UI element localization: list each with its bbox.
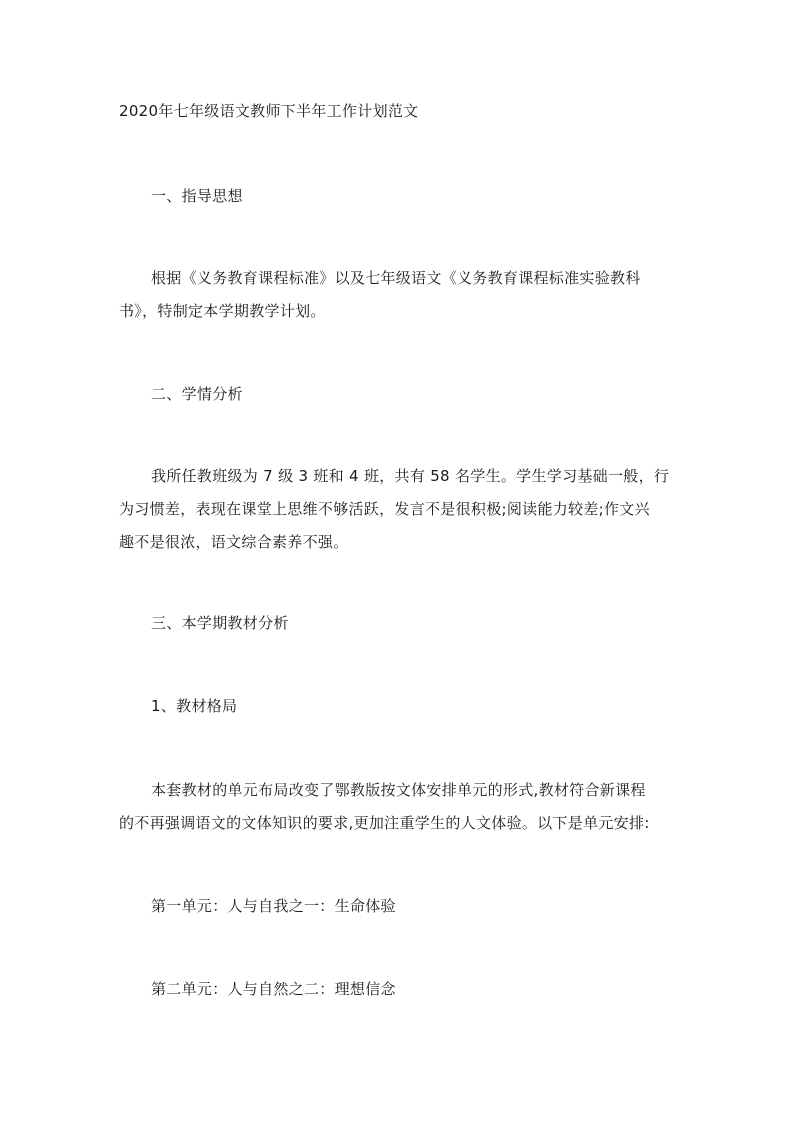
paragraph-line: 书》，特制定本学期教学计划。 <box>119 302 326 320</box>
section-heading-student-analysis: 二、学情分析 <box>151 385 243 403</box>
paragraph-line: 本套教材的单元布局改变了鄂教版按文体安排单元的形式,教材符合新课程 <box>151 781 646 799</box>
paragraph-line: 的不再强调语文的文体知识的要求,更加注重学生的人文体验。以下是单元安排: <box>119 814 650 832</box>
unit-item: 第二单元：人与自然之二：理想信念 <box>151 980 396 998</box>
paragraph-line: 根据《义务教育课程标准》以及七年级语文《义务教育课程标准实验教科 <box>151 269 641 287</box>
paragraph-line: 趣不是很浓，语文综合素养不强。 <box>119 533 349 551</box>
unit-item: 第一单元：人与自我之一：生命体验 <box>151 897 396 915</box>
section-heading-guiding-ideology: 一、指导思想 <box>151 187 243 205</box>
section-heading-textbook-analysis: 三、本学期教材分析 <box>151 614 289 632</box>
paragraph-line: 我所任教班级为 7 级 3 班和 4 班，共有 58 名学生。学生学习基础一般，行 <box>151 467 670 485</box>
document-title: 2020年七年级语文教师下半年工作计划范文 <box>119 102 419 120</box>
paragraph-line: 为习惯差，表现在课堂上思维不够活跃，发言不是很积极;阅读能力较差;作文兴 <box>119 500 650 518</box>
subsection-heading-textbook-layout: 1、教材格局 <box>151 697 238 715</box>
